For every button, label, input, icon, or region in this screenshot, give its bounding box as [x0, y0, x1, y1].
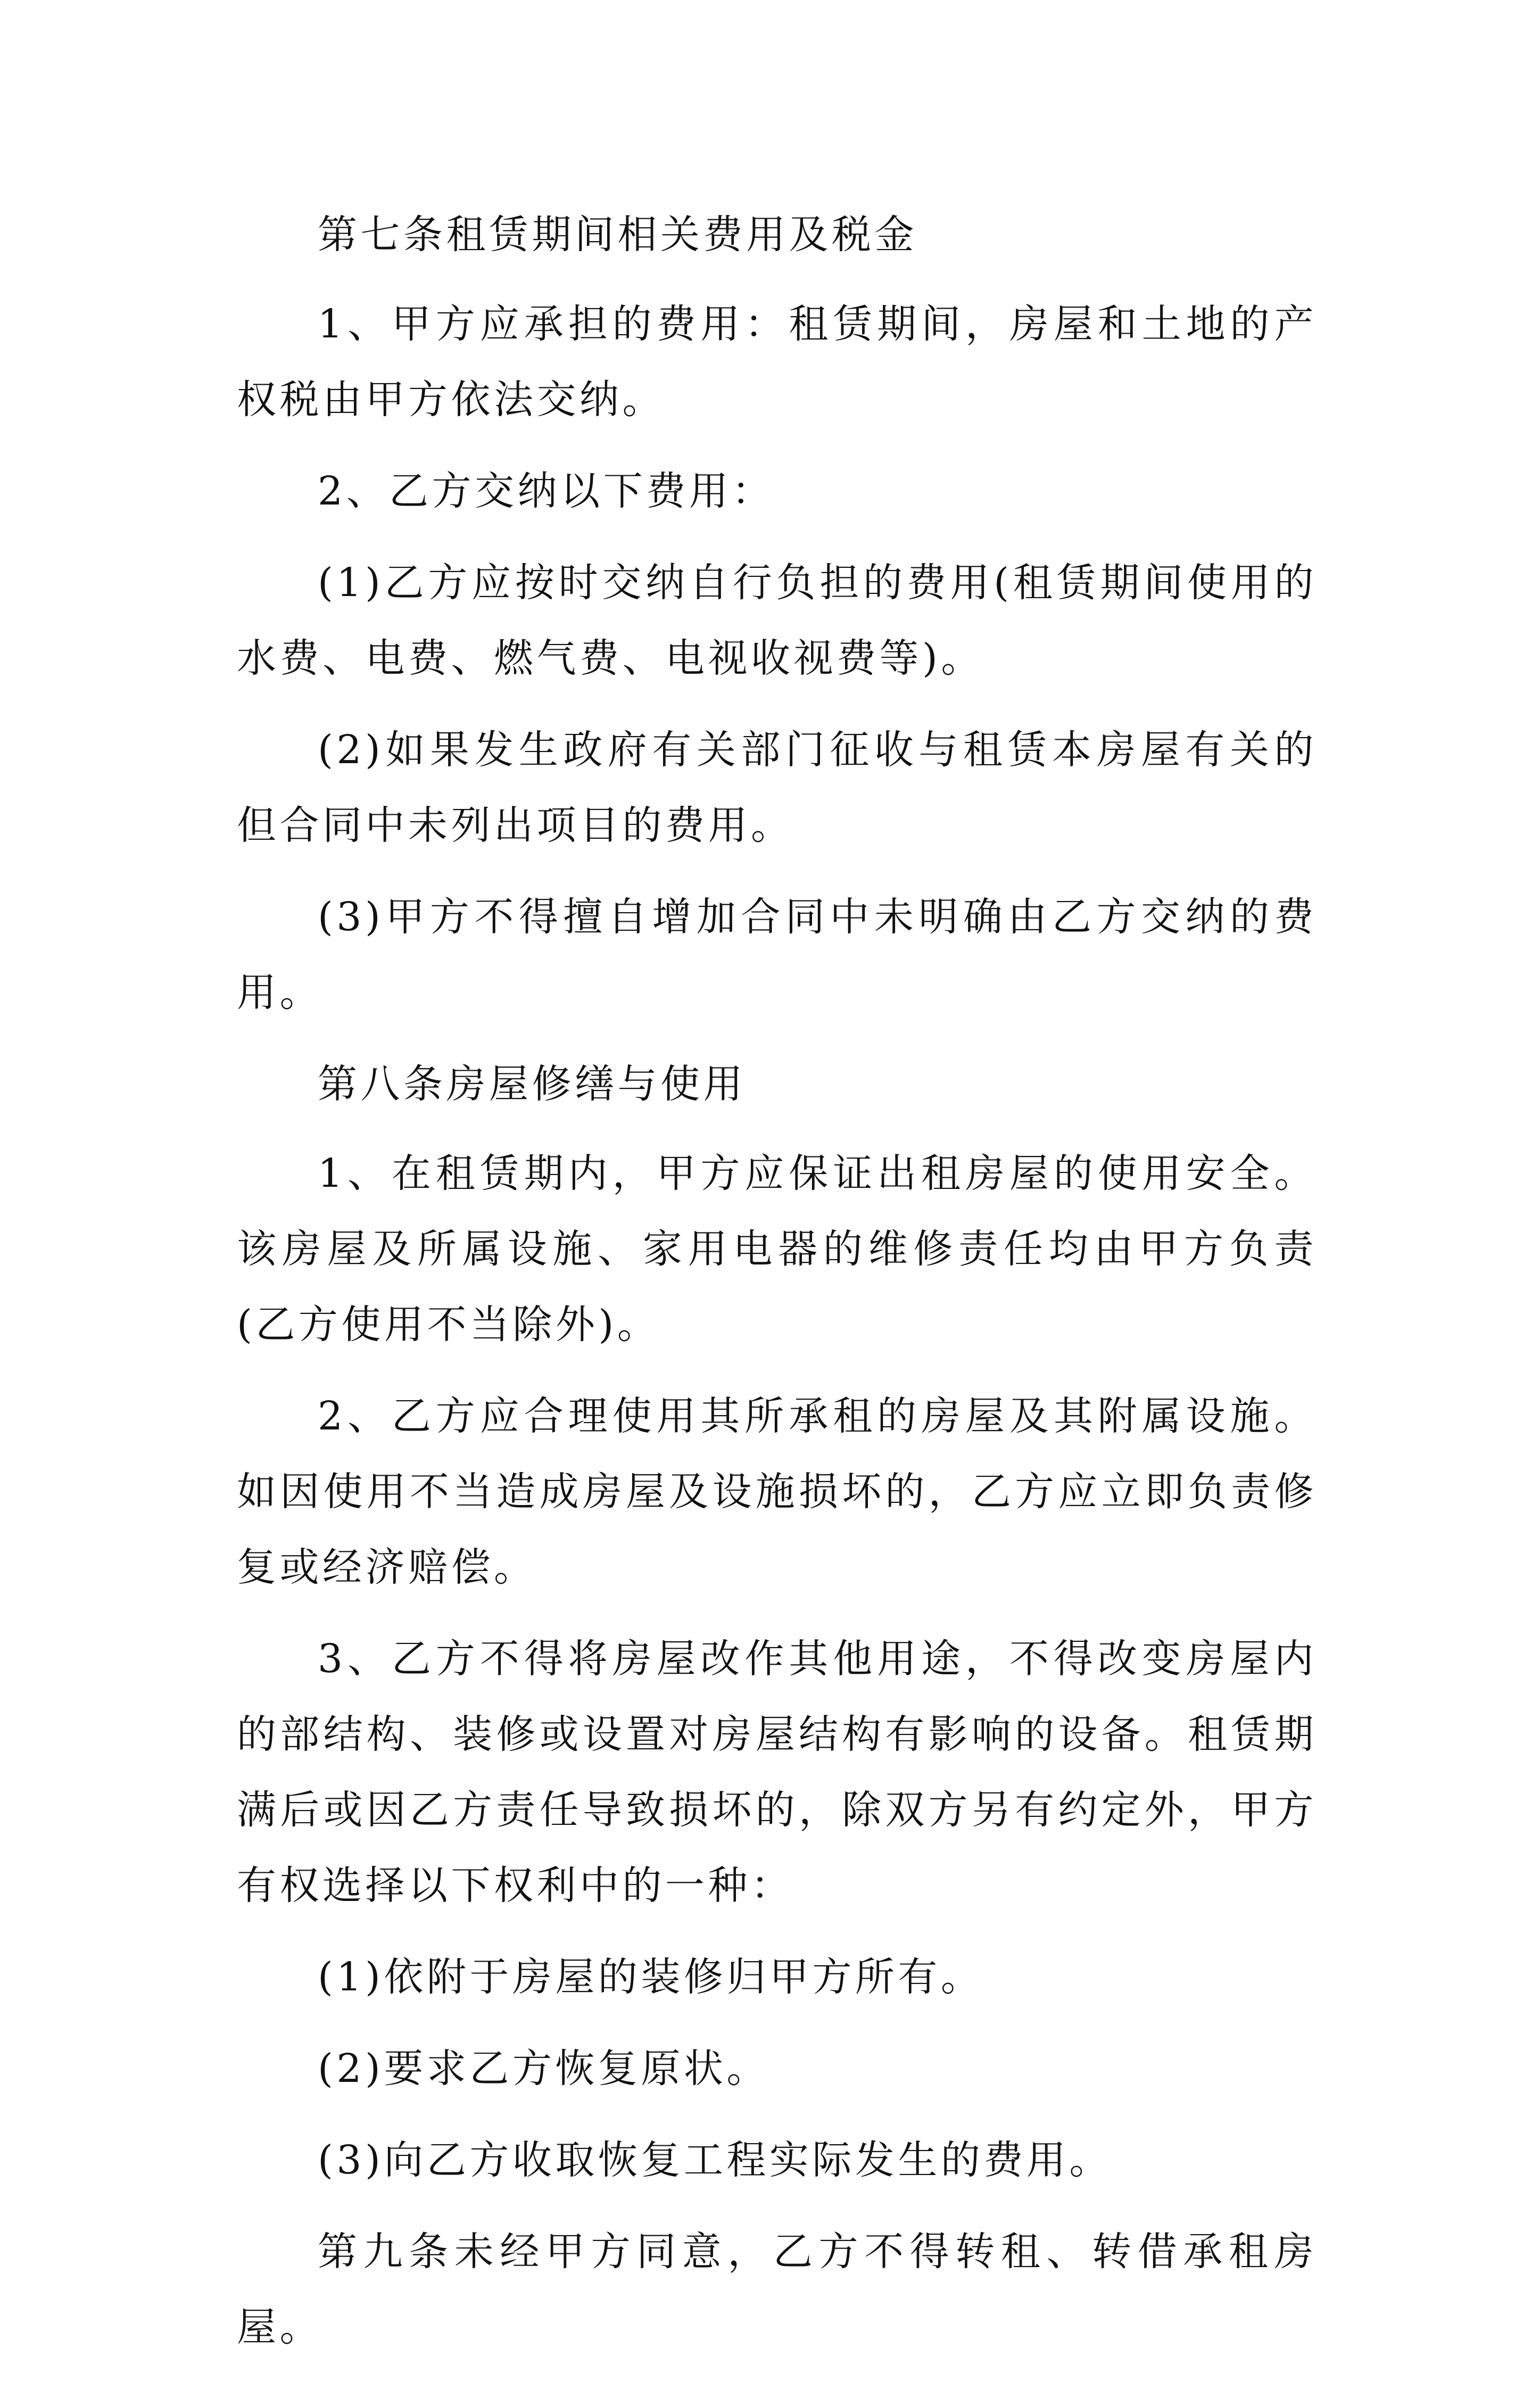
- paragraph-7-2-item-2: (2)如果发生政府有关部门征收与租赁本房屋有关的但合同中未列出项目的费用。: [237, 727, 1317, 848]
- section-heading-article-8: 第八条房屋修缮与使用: [318, 1061, 746, 1107]
- paragraph-7-2-item-3: (3)甲方不得擅自增加合同中未明确由乙方交纳的费用。: [237, 894, 1317, 1015]
- paragraph-8-3-item-1: (1)依附于房屋的装修归甲方所有。: [318, 1954, 984, 2000]
- paragraph-7-1: 1、甲方应承担的费用：租赁期间，房屋和土地的产权税由甲方依法交纳。: [237, 301, 1317, 423]
- paragraph-7-2-item-1: (1)乙方应按时交纳自行负担的费用(租赁期间使用的水费、电费、燃气费、电视收视费等)。: [237, 560, 1317, 681]
- section-heading-article-7: 第七条租赁期间相关费用及税金: [318, 212, 917, 258]
- paragraph-8-1: 1、在租赁期内，甲方应保证出租房屋的使用安全。该房屋及所属设施、家用电器的维修责任均由甲方负责(乙方使用不当除外)。: [237, 1151, 1317, 1347]
- paragraph-8-3-item-3: (3)向乙方收取恢复工程实际发生的费用。: [318, 2137, 1112, 2183]
- paragraph-8-2: 2、乙方应合理使用其所承租的房屋及其附属设施。如因使用不当造成房屋及设施损坏的，乙方应立即负责修复或经济赔偿。: [237, 1393, 1317, 1590]
- paragraph-article-9: 第九条未经甲方同意，乙方不得转租、转借承租房屋。: [237, 2229, 1317, 2350]
- document-page: [237, 197, 1317, 2381]
- paragraph-8-3: 3、乙方不得将房屋改作其他用途，不得改变房屋内的部结构、装修或设置对房屋结构有影响的设备。租赁期满后或因乙方责任导致损坏的，除双方另有约定外，甲方有权选择以下权利中的一种：: [237, 1636, 1317, 1908]
- paragraph-8-3-item-2: (2)要求乙方恢复原状。: [318, 2046, 769, 2091]
- paragraph-7-2: 2、乙方交纳以下费用：: [318, 468, 775, 514]
